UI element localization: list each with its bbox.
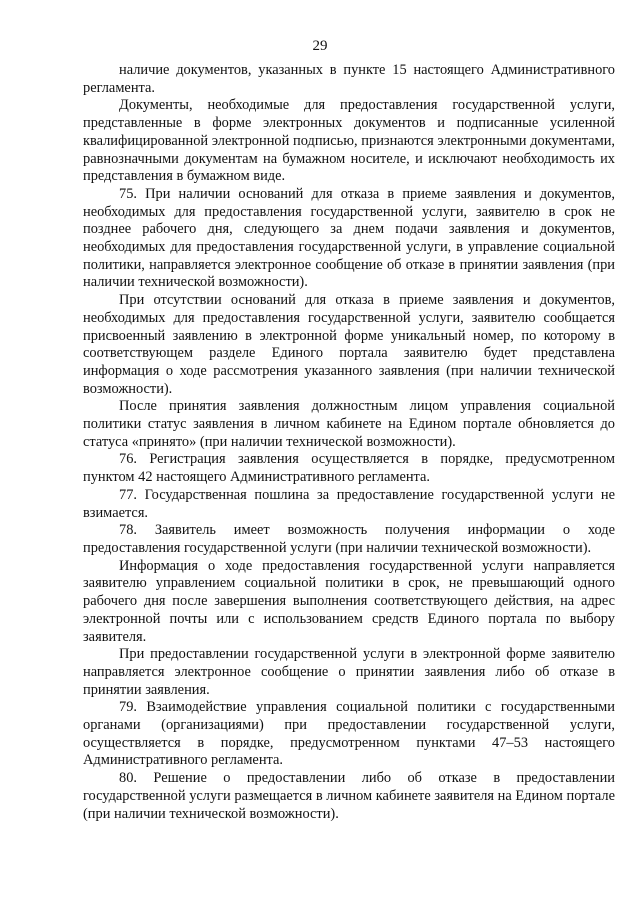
paragraph-item-75: 75. При наличии оснований для отказа в приеме заявления и документов, необходимых для предоставления государственной услуги, заявителю в срок не позднее рабочего дня, следующего за днем подачи заявления и документов, необходимых для предоставления государственной услуги, в управление социальной политики, направляется электронное сообщение об отказе в принятии заявления (при наличии технической возможности).	[83, 185, 615, 291]
paragraph-item-77: 77. Государственная пошлина за предоставление государственной услуги не взимается.	[83, 486, 615, 521]
paragraph-progress-information: Информация о ходе предоставления государственной услуги направляется заявителю управлением социальной политики в срок, не превышающий одного рабочего дня после завершения выполнения соответствующего действия, на адрес электронной почты или с использованием средств Единого портала по выбору заявителя.	[83, 557, 615, 645]
paragraph-no-refusal-grounds: При отсутствии оснований для отказа в приеме заявления и документов, необходимых для предоставления государственной услуги, заявителю сообщается присвоенный заявлению в электронной форме уникальный номер, по которому в соответствующем разделе Единого портала заявителю будет представлена информация о ходе рассмотрения указанного заявления (при наличии технической возможности).	[83, 292, 615, 397]
paragraph-continuation: наличие документов, указанных в пункте 15 настоящего Административного регламента.	[83, 62, 615, 96]
paragraph-electronic-documents: Документы, необходимые для предоставления государственной услуги, представленные в форме электронных документов и подписанные усиленной квалифицированной электронной подписью, признаются электронными документами, равнозначными документам на бумажном носителе, и исключают необходимость их представления в бумажном виде.	[83, 97, 615, 185]
page-number: 29	[312, 38, 328, 54]
paragraph-electronic-notification: При предоставлении государственной услуги в электронной форме заявителю направляется электронное сообщение о принятии заявления либо об отказе в принятии заявления.	[83, 646, 615, 698]
paragraph-item-78: 78. Заявитель имеет возможность получения информации о ходе предоставления государственной услуги (при наличии технической возможности).	[83, 522, 615, 556]
paragraph-item-76: 76. Регистрация заявления осуществляется в порядке, предусмотренном пунктом 42 настоящего Административного регламента.	[83, 451, 615, 486]
paragraph-item-79: 79. Взаимодействие управления социальной политики с государственными органами (организациями) при предоставлении государственной услуги, осуществляется в порядке, предусмотренном пунктами 47–53 настоящего Административного регламента.	[83, 699, 615, 769]
paragraph-item-80: 80. Решение о предоставлении либо об отказе в предоставлении государственной услуги размещается в личном кабинете заявителя на Едином портале (при наличии технической возможности).	[83, 770, 615, 822]
paragraph-status-accepted: После принятия заявления должностным лицом управления социальной политики статус заявления в личном кабинете на Едином портале обновляется до статуса «принято» (при наличии технической возможности).	[83, 398, 615, 450]
document-body	[83, 62, 615, 823]
